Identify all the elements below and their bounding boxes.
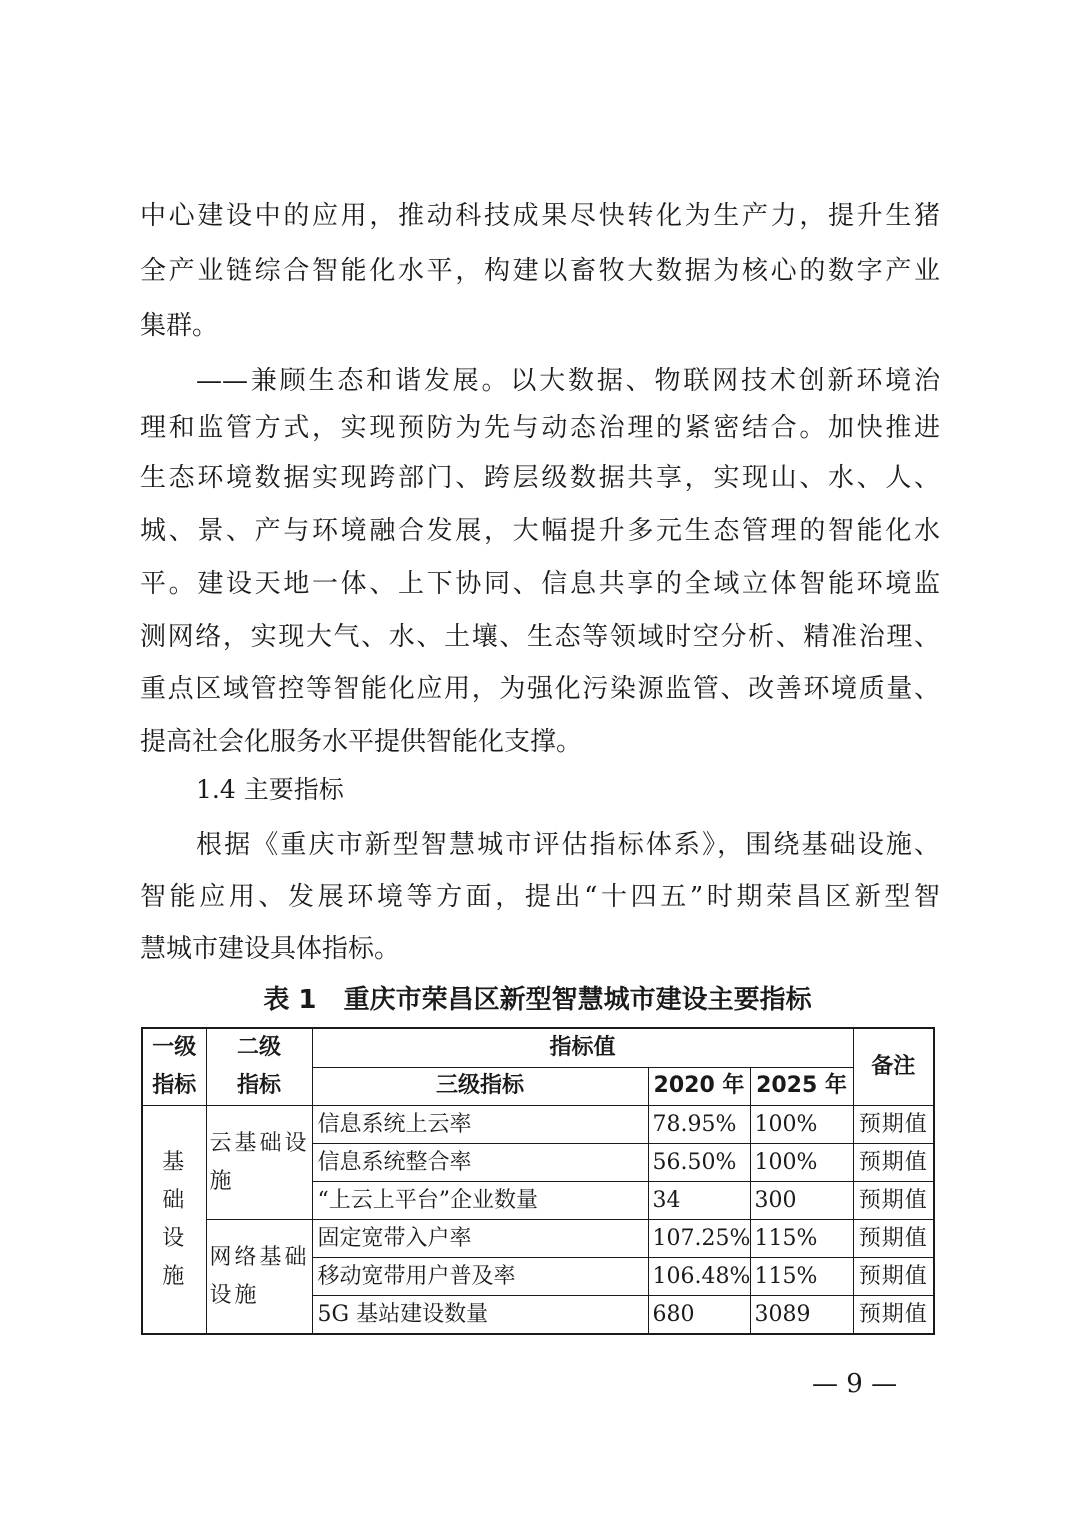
value-2020-cell: 34 (648, 1182, 750, 1220)
value-2025-cell: 3089 (750, 1296, 853, 1335)
value-2020-cell: 78.95% (648, 1106, 750, 1144)
note-cell: 预期值 (853, 1182, 934, 1220)
level2-cell (206, 1220, 312, 1335)
value-2020-cell: 107.25% (648, 1220, 750, 1258)
body-line: 理和监管方式，实现预防为先与动态治理的紧密结合。加快推进 (140, 413, 940, 443)
body-line: 生态环境数据实现跨部门、跨层级数据共享，实现山、水、人、 (140, 463, 940, 493)
note-cell: 预期值 (853, 1258, 934, 1296)
value-2025-cell: 115% (750, 1220, 853, 1258)
level2-label: 网络基础设施 (209, 1244, 310, 1308)
note-cell: 预期值 (853, 1106, 934, 1144)
body-line: 城、景、产与环境融合发展，大幅提升多元生态管理的智能化水 (140, 516, 940, 546)
header-level2-line: 指标 (236, 1073, 281, 1098)
level2-label: 云基础设施 (209, 1130, 310, 1194)
intro-line: 智能应用、发展环境等方面，提出“十四五”时期荣昌区新型智 (140, 882, 940, 912)
intro-line: 慧城市建设具体指标。 (140, 934, 401, 964)
table-row (142, 1106, 934, 1144)
value-2020-cell: 106.48% (648, 1258, 750, 1296)
level1-cell (142, 1106, 206, 1335)
indicator-cell: 信息系统整合率 (312, 1144, 648, 1182)
body-line: 提高社会化服务水平提供智能化支撑。 (140, 727, 583, 757)
indicator-cell: 5G 基站建设数量 (312, 1296, 648, 1335)
note-cell: 预期值 (853, 1220, 934, 1258)
body-line: 集群。 (140, 311, 219, 341)
indicator-table (141, 1027, 935, 1335)
header-level3: 三级指标 (312, 1067, 648, 1106)
note-cell: 预期值 (853, 1296, 934, 1335)
indicator-cell: 固定宽带入户率 (312, 1220, 648, 1258)
value-2020-cell: 56.50% (648, 1144, 750, 1182)
body-line: ——兼顾生态和谐发展。以大数据、物联网技术创新环境治 (196, 366, 940, 396)
value-2025-cell: 300 (750, 1182, 853, 1220)
body-line: 测网络，实现大气、水、土壤、生态等领域时空分析、精准治理、 (140, 622, 940, 652)
value-2020-cell: 680 (648, 1296, 750, 1335)
level2-cell (206, 1106, 312, 1220)
body-line: 平。建设天地一体、上下协同、信息共享的全域立体智能环境监 (140, 569, 940, 599)
indicator-cell: 移动宽带用户普及率 (312, 1258, 648, 1296)
header-level1-line: 一级 (152, 1035, 197, 1060)
header-level1 (142, 1028, 206, 1106)
header-year-2020: 2020 年 (648, 1067, 750, 1106)
body-line: 中心建设中的应用，推动科技成果尽快转化为生产力，提升生猪 (140, 201, 940, 231)
header-values-group: 指标值 (312, 1028, 853, 1067)
value-2025-cell: 100% (750, 1106, 853, 1144)
value-2025-cell: 100% (750, 1144, 853, 1182)
section-heading: 1.4 主要指标 (196, 775, 344, 804)
body-line: 重点区域管控等智能化应用，为强化污染源监管、改善环境质量、 (140, 674, 940, 704)
indicator-cell: 信息系统上云率 (312, 1106, 648, 1144)
level1-label: 基础设施 (162, 1149, 187, 1289)
header-note: 备注 (853, 1028, 934, 1106)
page-number: — 9 — (812, 1369, 898, 1399)
note-cell: 预期值 (853, 1144, 934, 1182)
header-level2-line: 二级 (236, 1035, 281, 1060)
header-year-2025: 2025 年 (750, 1067, 853, 1106)
header-level1-line: 指标 (152, 1073, 197, 1098)
value-2025-cell: 115% (750, 1258, 853, 1296)
table-caption: 表 1 重庆市荣昌区新型智慧城市建设主要指标 (263, 985, 812, 1015)
body-line: 全产业链综合智能化水平，构建以畜牧大数据为核心的数字产业 (140, 256, 940, 286)
table-row (142, 1220, 934, 1258)
indicator-cell: “上云上平台”企业数量 (312, 1182, 648, 1220)
intro-line: 根据《重庆市新型智慧城市评估指标体系》，围绕基础设施、 (196, 830, 940, 860)
header-level2 (206, 1028, 312, 1106)
